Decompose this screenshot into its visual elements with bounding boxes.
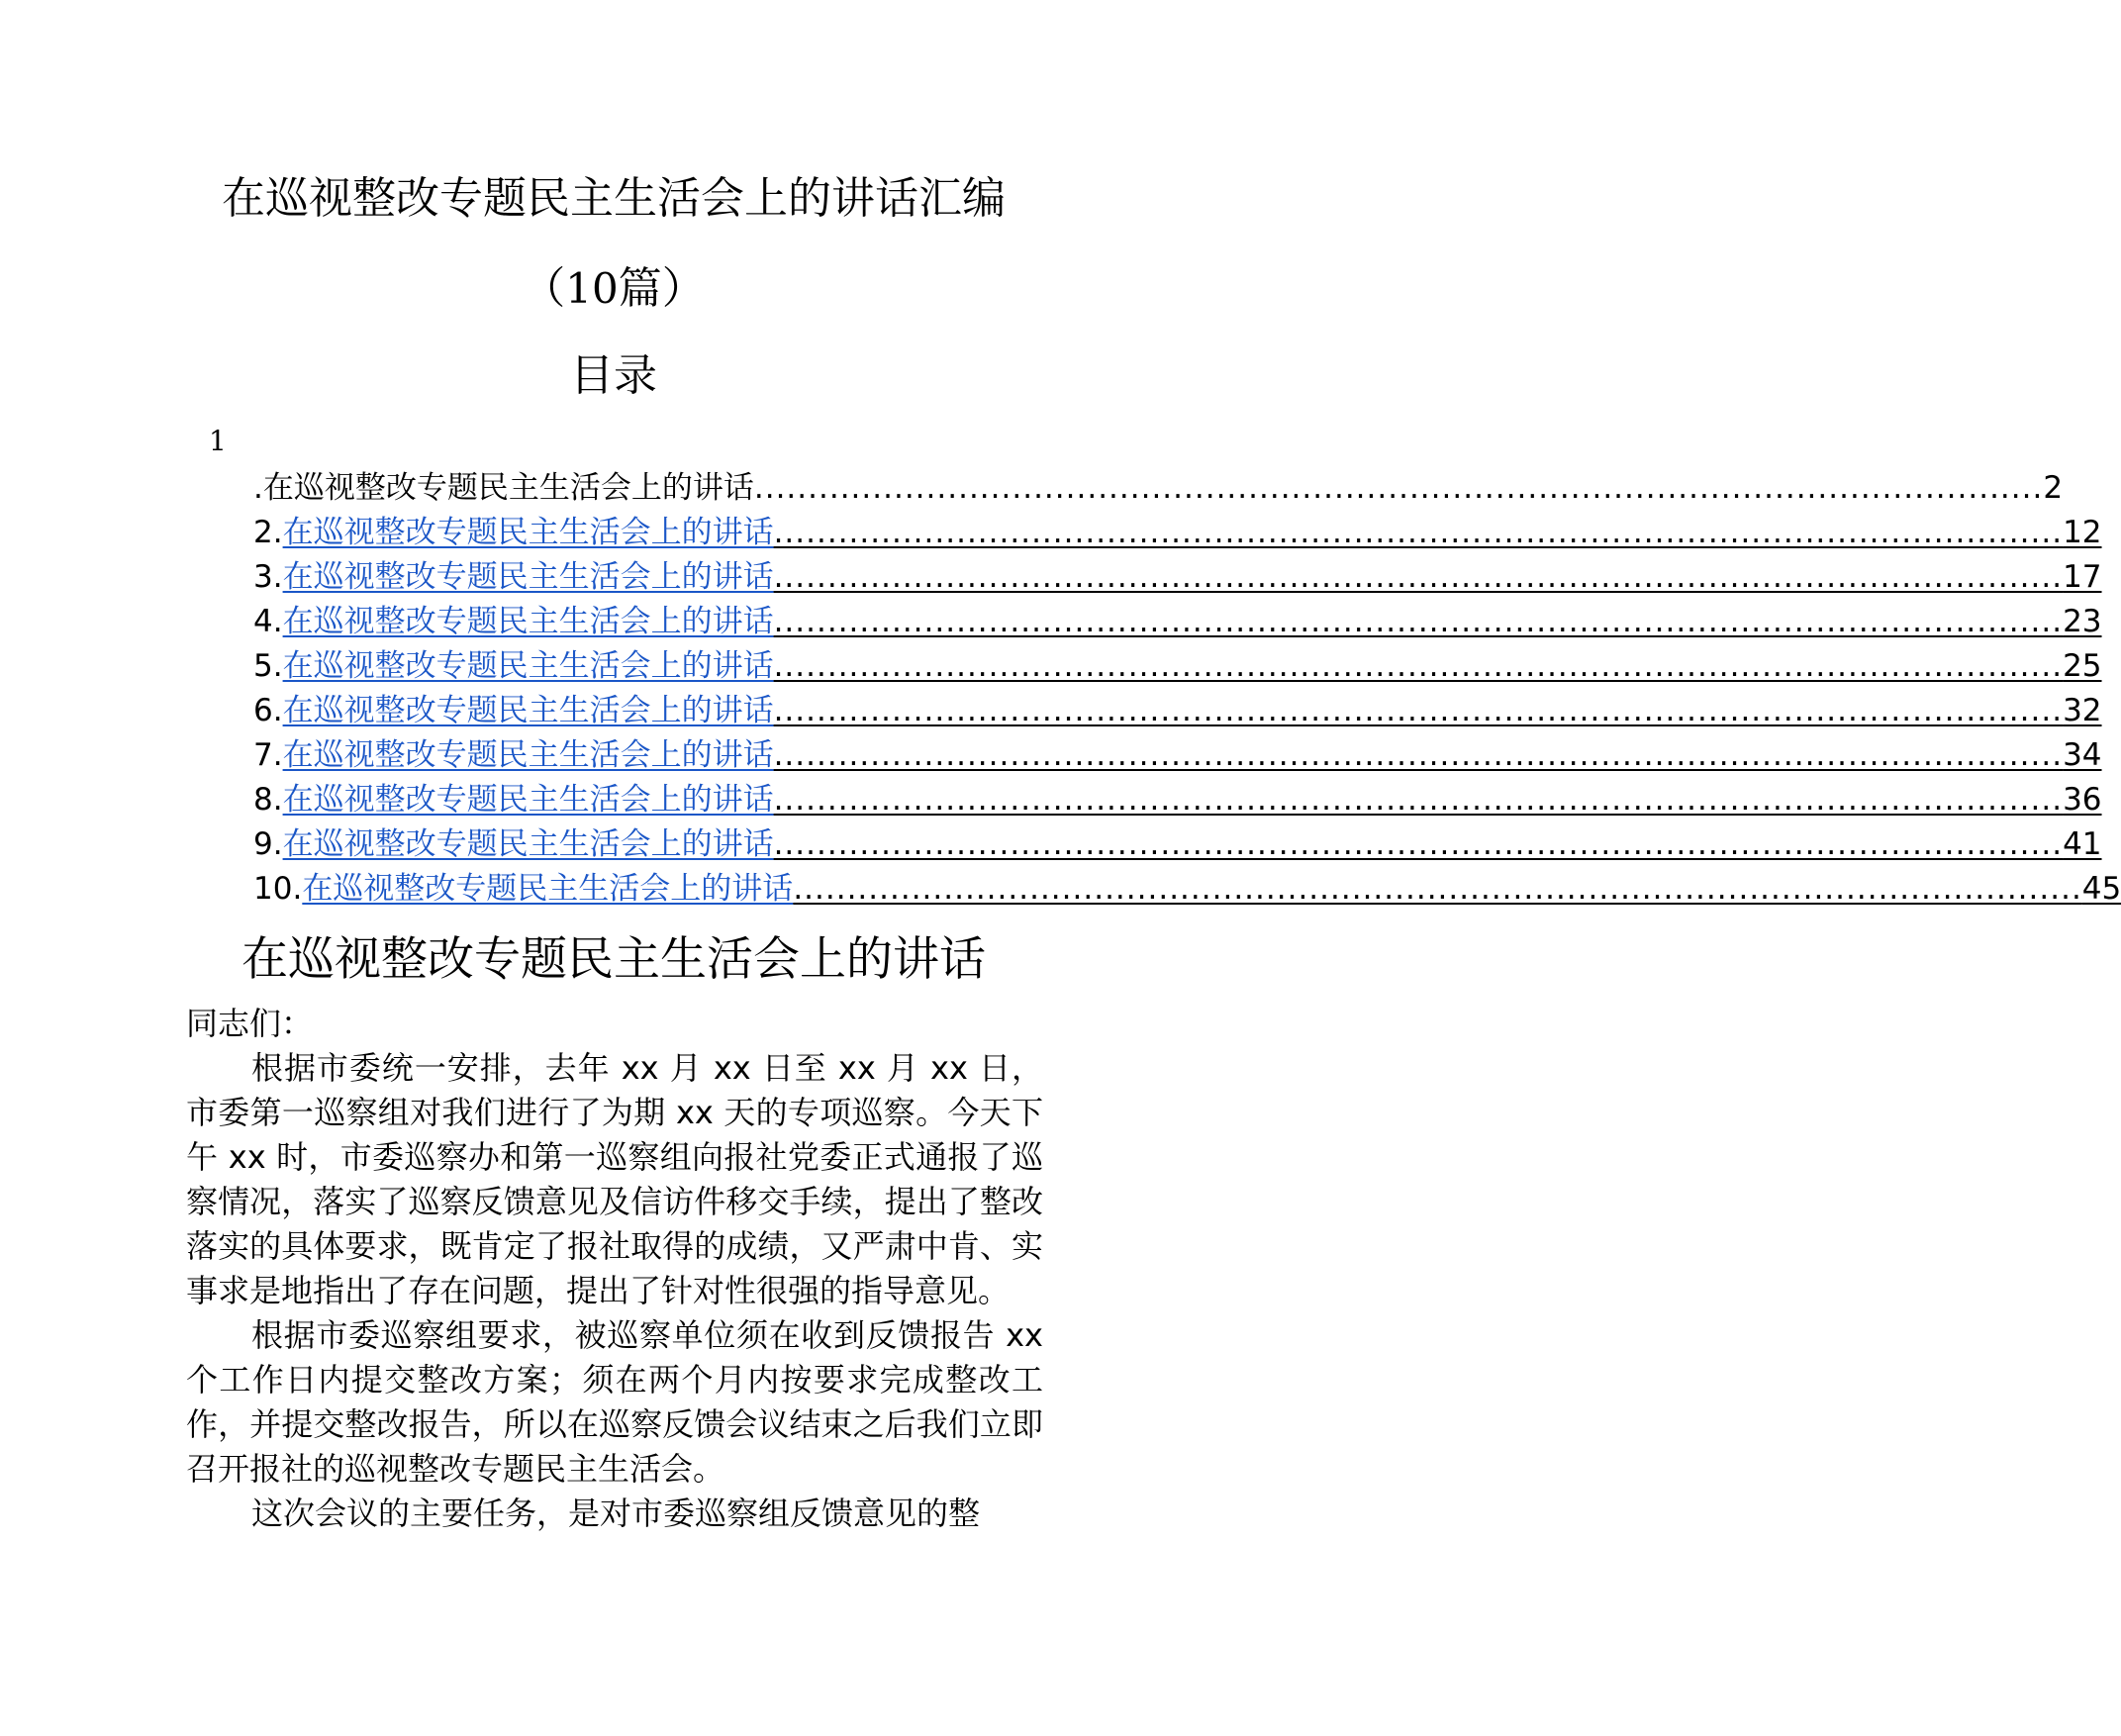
toc-item-link[interactable]: 在巡视整改专题民主生活会上的讲话 [282, 604, 774, 639]
toc-item-page: 17 [2063, 559, 2102, 595]
document-body [186, 1002, 1043, 1536]
toc-item-page: 41 [2063, 826, 2102, 862]
toc-item-link[interactable]: 在巡视整改专题民主生活会上的讲话 [282, 559, 774, 595]
toc-item-link[interactable]: 在巡视整改专题民主生活会上的讲话 [282, 737, 774, 773]
toc-stray-number: 1 [209, 425, 227, 457]
toc-item-number: 5. [253, 648, 283, 684]
toc-item-link[interactable]: 在巡视整改专题民主生活会上的讲话 [302, 871, 794, 907]
toc-item[interactable] [253, 733, 2102, 778]
toc-item-page: 12 [2063, 515, 2102, 550]
subtitle-count: 10 [565, 264, 619, 313]
toc-item-number: 3. [253, 559, 283, 595]
toc-item[interactable] [253, 867, 2121, 912]
toc-item-number: 7. [253, 737, 283, 773]
toc-item-page: 36 [2063, 782, 2102, 818]
toc-item[interactable] [253, 511, 2102, 555]
toc-item-number: 10. [253, 871, 303, 907]
toc-item-leader: ........................................................................................................................ [773, 604, 2064, 639]
toc-heading: 目录 [570, 350, 657, 401]
toc-item-leader: ........................................................................................................................ [773, 782, 2064, 818]
toc-item-page: 23 [2063, 604, 2102, 639]
toc-item-link[interactable]: 在巡视整改专题民主生活会上的讲话 [282, 826, 774, 862]
toc-item-number: 9. [253, 826, 283, 862]
toc-item-leader: ........................................................................................................................ [773, 826, 2064, 862]
table-of-contents [253, 466, 2121, 912]
subtitle-rest: 篇） [618, 263, 706, 314]
toc-item [253, 466, 2064, 511]
toc-item-leader: ........................................................................................................................ [773, 515, 2064, 550]
toc-item-page: 32 [2063, 693, 2102, 728]
toc-item-leader: ........................................................................................................................ [793, 871, 2082, 907]
body-paragraph: 根据市委统一安排，去年 xx 月 xx 日至 xx 月 xx 日，市委第一巡察组对我们进行了为期 xx 天的专项巡察。今天下午 xx 时，市委巡察办和第一巡察组向报社党委正式通报了巡察情况，落实了巡察反馈意见及信访件移交手续，提出了整改落实的具体要求，既肯定了报社取得的成绩，又严肃中肯、实事求是地指出了存在问题，提出了针对性很强的指导意见。 [186, 1049, 1043, 1309]
body-paragraph: 根据市委巡察组要求，被巡察单位须在收到反馈报告 xx 个工作日内提交整改方案；须在两个月内按要求完成整改工作，并提交整改报告，所以在巡察反馈会议结束之后我们立即召开报社的巡视整改专题民主生活会。 [186, 1316, 1043, 1488]
toc-item-link[interactable]: 在巡视整改专题民主生活会上的讲话 [282, 782, 774, 818]
salutation: 同志们： [186, 1005, 314, 1042]
toc-item[interactable] [253, 778, 2102, 822]
toc-item[interactable] [253, 689, 2102, 733]
toc-item-page: 2 [2043, 470, 2064, 506]
section-title: 在巡视整改专题民主生活会上的讲话 [241, 932, 986, 987]
toc-item-link[interactable]: 在巡视整改专题民主生活会上的讲话 [282, 648, 774, 684]
document-title: 在巡视整改专题民主生活会上的讲话汇编 [222, 173, 1006, 224]
toc-item-page: 45 [2081, 871, 2121, 907]
toc-item[interactable] [253, 555, 2102, 600]
document-subtitle [0, 259, 1227, 319]
toc-item-leader: ........................................................................................................................ [773, 648, 2064, 684]
toc-item-leader: ........................................................................................................................ [773, 693, 2064, 728]
toc-item-page: 34 [2063, 737, 2102, 773]
toc-item[interactable] [253, 822, 2102, 867]
toc-item-leader: ........................................................................................................................ [753, 470, 2044, 506]
subtitle-open-paren: （ [522, 263, 566, 314]
toc-item-number: 4. [253, 604, 283, 639]
toc-item-number: 6. [253, 693, 283, 728]
toc-item-number: 8. [253, 782, 283, 818]
body-paragraph: 这次会议的主要任务，是对市委巡察组反馈意见的整 [251, 1495, 981, 1532]
toc-item[interactable] [253, 600, 2102, 644]
toc-item-leader: ........................................................................................................................ [773, 559, 2064, 595]
toc-item-text: .在巡视整改专题民主生活会上的讲话 [253, 470, 754, 506]
toc-item-page: 25 [2063, 648, 2102, 684]
toc-item-link[interactable]: 在巡视整改专题民主生活会上的讲话 [282, 693, 774, 728]
toc-item-link[interactable]: 在巡视整改专题民主生活会上的讲话 [282, 515, 774, 550]
toc-item-leader: ........................................................................................................................ [773, 737, 2064, 773]
toc-item-number: 2. [253, 515, 283, 550]
toc-item[interactable] [253, 644, 2102, 689]
